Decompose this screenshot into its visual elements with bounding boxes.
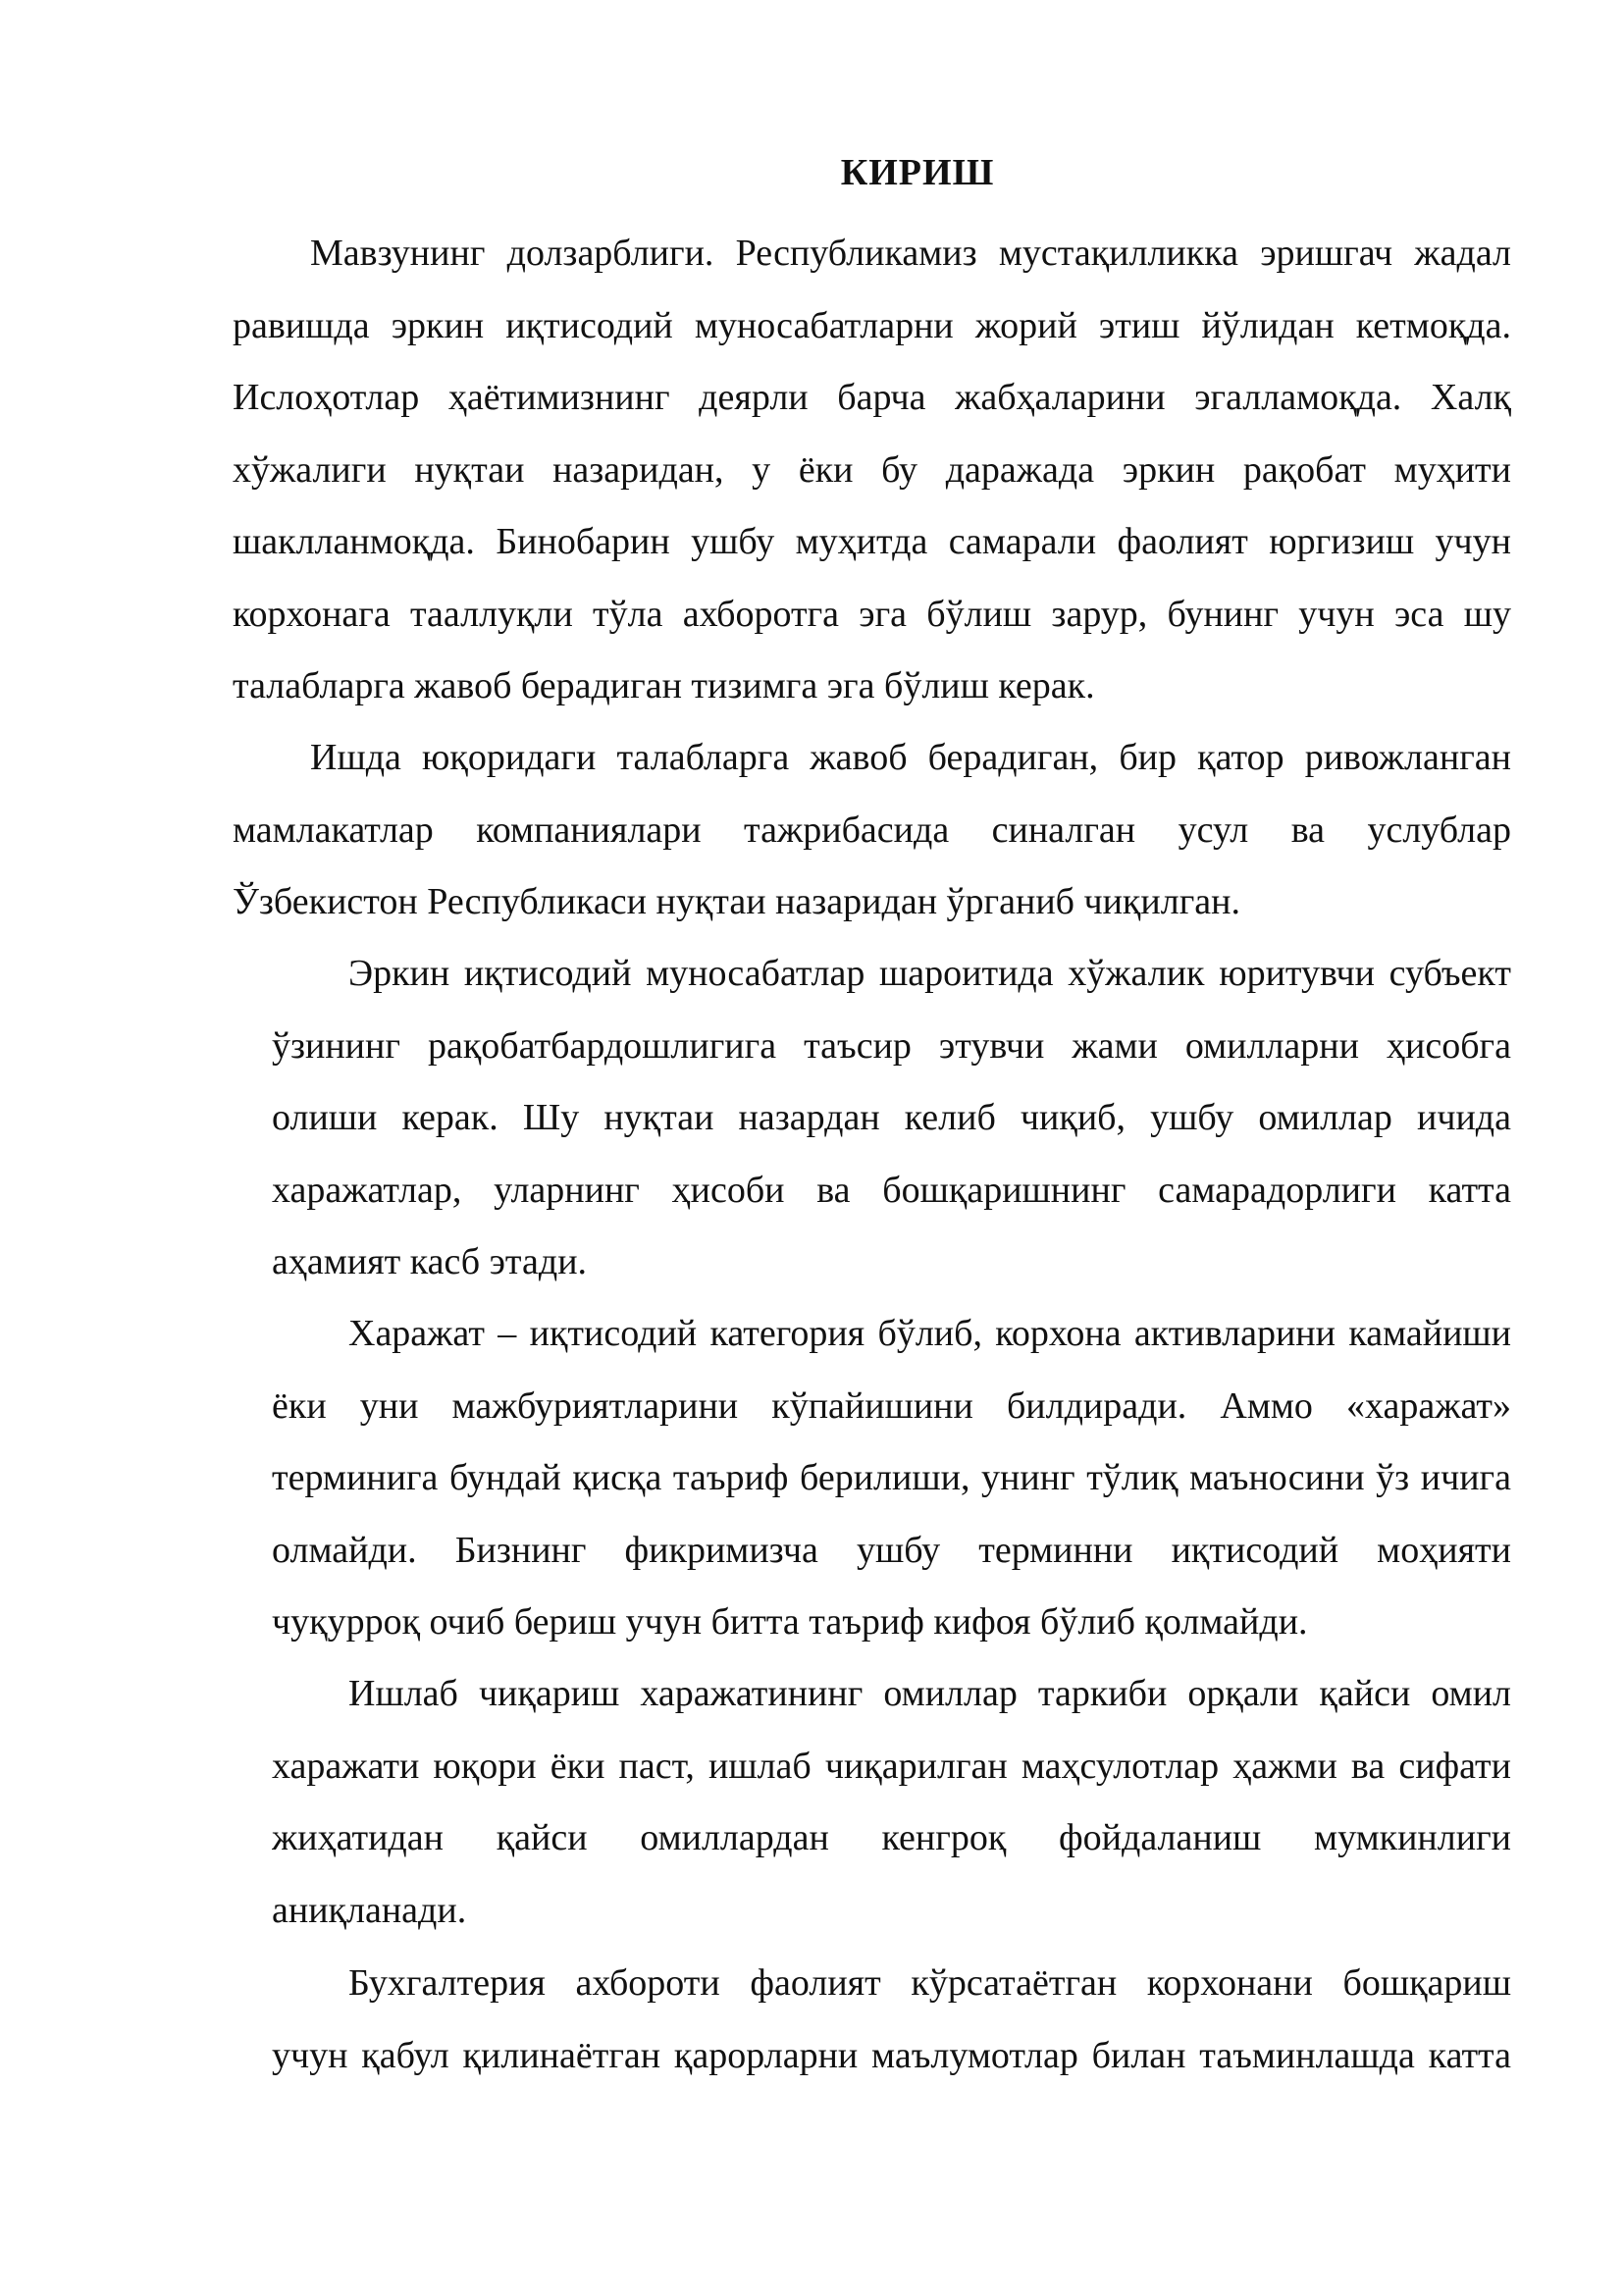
text-line: Бухгалтерия ахбороти фаолият кўрсатаётган корхонани бошқариш [348,1962,1511,2004]
text-line: корхонага тааллуқли тўла ахборотга эга бўлиш зарур, бунинг учун эса шу [233,593,1511,635]
text-line: шаклланмоқда. Бинобарин ушбу муҳитда самарали фаолият юргизиш учун [233,521,1511,562]
text-line: чуқурроқ очиб бериш учун битта таъриф кифоя бўлиб қолмайди. [272,1601,1308,1643]
text-line: харажати юқори ёки паст, ишлаб чиқарилган маҳсулотлар ҳажми ва сифати [272,1745,1511,1787]
text-line: жиҳатидан қайси омиллардан кенгроқ фойдаланиш мумкинлиги [272,1817,1511,1858]
text-line: терминига бундай қисқа таъриф берилиши, унинг тўлиқ маъносини ўз ичига [272,1457,1511,1498]
paragraph-methods [233,722,1511,939]
text-line: равишда эркин иқтисодий муносабатларни жорий этиш йўлидан кетмоқда. [233,304,1511,346]
text-line: Ўзбекистон Республикаси нуқтаи назаридан ўрганиб чиқилган. [233,881,1240,922]
text-line: аниқланади. [272,1889,467,1931]
text-line: ўзининг рақобатбардошлигига таъсир этувчи жами омилларни ҳисобга [272,1024,1511,1067]
text-line: Харажат – иқтисодий категория бўлиб, корхона активларини камайиши [348,1313,1511,1354]
text-line: хўжалиги нуқтаи назаридан, у ёки бу даражада эркин рақобат муҳити [233,448,1511,491]
text-line: Ишда юқоридаги талабларга жавоб берадиган, бир қатор ривожланган [310,737,1511,778]
text-line: мамлакатлар компаниялари тажрибасида синалган усул ва услублар [233,809,1511,851]
text-line: олиши керак. Шу нуқтаи назардан келиб чиқиб, ушбу омиллар ичида [272,1097,1511,1138]
text-line: ёки уни мажбуриятларини кўпайишини билдиради. Аммо «харажат» [272,1384,1511,1427]
paragraph-relevance [233,218,1511,723]
text-line: талабларга жавоб берадиган тизимга эга бўлиш керак. [233,665,1095,706]
text-line: олмайди. Бизнинг фикримизча ушбу терминни иқтисодий моҳияти [272,1529,1511,1571]
paragraph-accounting-info [272,1948,1511,2092]
text-line: Ислоҳотлар ҳаётимизнинг деярли барча жабҳаларини эгалламоқда. Халқ [233,377,1511,418]
text-line: Эркин иқтисодий муносабатлар шароитида хўжалик юритувчи субъект [348,953,1511,994]
paragraph-expense-definition [272,1298,1511,1659]
paragraph-economic-relations [272,938,1511,1299]
text-line: учун қабул қилинаётган қарорларни маълумотлар билан таъминлашда катта [272,2034,1511,2076]
text-line: харажатлар, уларнинг ҳисоби ва бошқаришнинг самарадорлиги катта [272,1169,1511,1211]
text-line: аҳамият касб этади. [272,1241,588,1282]
page-title: КИРИШ [840,152,995,193]
text-line: Ишлаб чиқариш харажатининг омиллар таркиби орқали қайси омил [348,1673,1511,1714]
text-line: Мавзунинг долзарблиги. Республикамиз мустақилликка эришгач жадал [310,233,1511,274]
paragraph-production-costs [272,1658,1511,1947]
